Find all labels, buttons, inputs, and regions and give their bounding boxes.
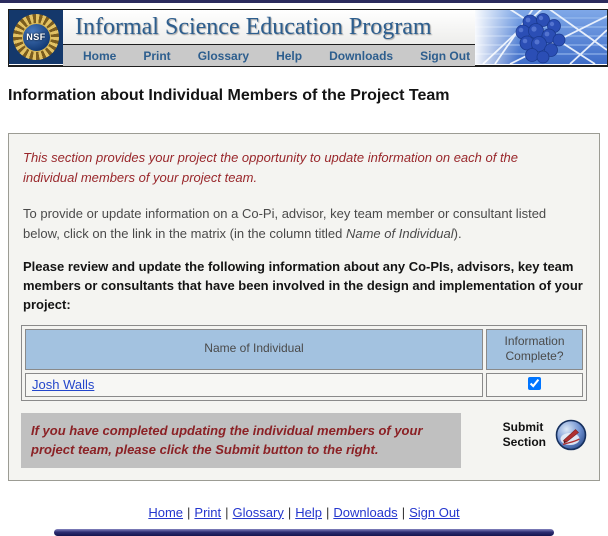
submit-label-line2: Section <box>502 434 546 449</box>
member-link[interactable]: Josh Walls <box>32 377 95 393</box>
section-intro: This section provides your project the opportunity to update information on each of the individual members of your project team. <box>23 150 519 185</box>
section-instructions <box>23 204 578 243</box>
column-header-name: Name of Individual <box>25 329 483 370</box>
submit-label-line1: Submit <box>502 419 544 434</box>
members-table <box>21 325 587 401</box>
submit-area <box>503 419 587 451</box>
header-banner <box>8 9 608 67</box>
footer-separator: | <box>287 504 292 520</box>
nav-signout[interactable]: Sign Out <box>420 48 471 63</box>
footer-separator: | <box>401 504 406 520</box>
member-name-cell <box>25 373 483 397</box>
submit-note: If you have completed updating the individual members of your project team, please click the Submit button to the right. <box>21 413 461 468</box>
footer-separator: | <box>325 504 330 520</box>
submit-section-label <box>503 420 546 450</box>
instruction-post: ). <box>453 225 462 241</box>
instruction-column-name: Name of Individual <box>345 225 454 241</box>
instruction-pre: To provide or update information on a Co-Pi, advisor, key team member or consultant listed below, click on the link in the matrix (in the column titled <box>23 206 547 241</box>
nav-print[interactable]: Print <box>143 48 171 63</box>
nav-home[interactable]: Home <box>83 48 117 63</box>
footer-print[interactable]: Print <box>194 504 222 520</box>
footer-separator: | <box>187 504 191 520</box>
footer-nav <box>0 505 608 520</box>
title-bar <box>63 10 475 44</box>
submit-section-button[interactable] <box>555 419 587 451</box>
column-header-complete: Information Complete? <box>486 329 583 370</box>
nav-glossary[interactable]: Glossary <box>197 48 250 63</box>
members-section <box>8 133 600 481</box>
nav-downloads[interactable]: Downloads <box>329 48 394 63</box>
nav-help[interactable]: Help <box>276 48 303 63</box>
footer-help[interactable]: Help <box>295 504 322 520</box>
top-nav <box>63 44 475 66</box>
app-title: Informal Science Education Program <box>75 13 432 40</box>
footer-glossary[interactable]: Glossary <box>232 504 284 520</box>
footer-separator: | <box>225 504 229 520</box>
review-prompt: Please review and update the following information about any Co-PIs, advisors, key team members or consultants that have been involved in the design and implementation of your project: <box>23 259 583 312</box>
nsf-starburst-icon <box>13 14 59 60</box>
information-complete-checkbox[interactable] <box>528 377 541 390</box>
footer-signout[interactable]: Sign Out <box>409 504 460 520</box>
submit-row <box>21 413 587 468</box>
footer-downloads[interactable]: Downloads <box>333 504 398 520</box>
top-divider <box>0 0 608 3</box>
nsf-logo-text: NSF <box>22 23 51 52</box>
globe-network-image <box>475 10 607 64</box>
bottom-rule <box>54 529 554 536</box>
footer-home[interactable]: Home <box>148 504 184 520</box>
page-title: Information about Individual Members of the Project Team <box>8 87 450 104</box>
nsf-logo <box>9 10 63 64</box>
table-row <box>25 373 583 397</box>
member-complete-cell <box>486 373 583 397</box>
